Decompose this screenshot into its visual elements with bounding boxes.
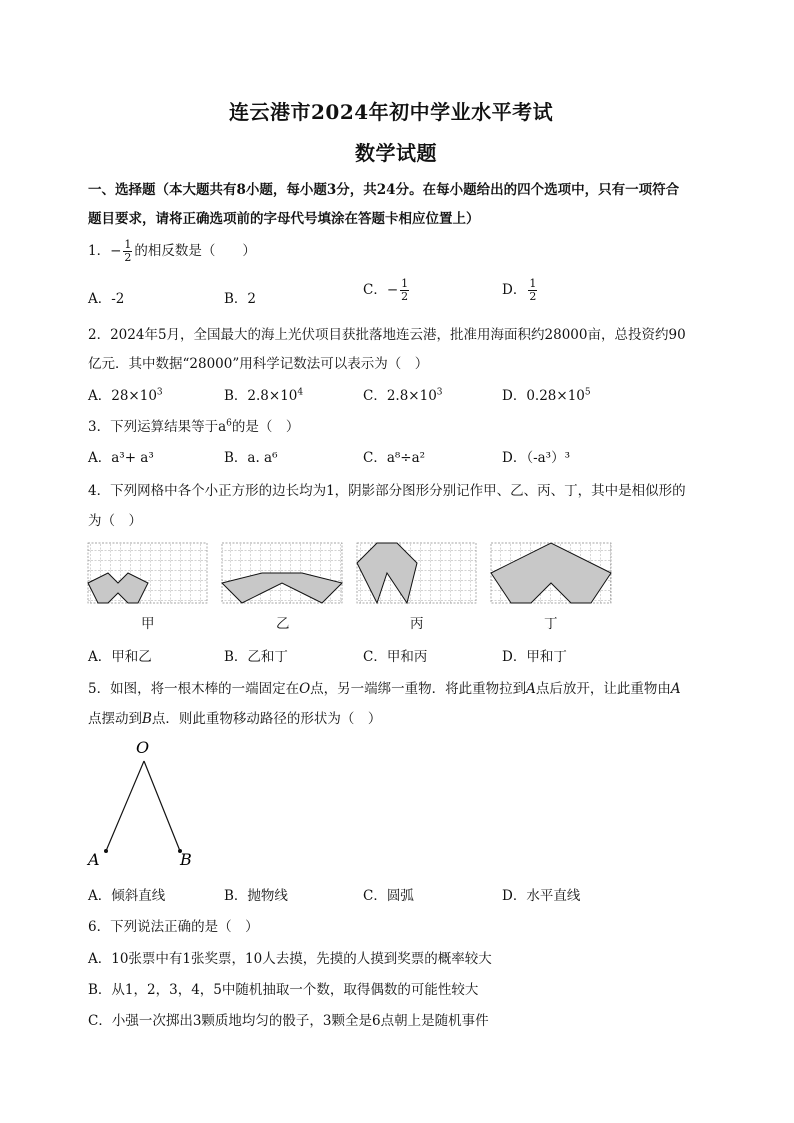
q5-label-b: B (180, 850, 192, 869)
q4-grid-yi (222, 543, 342, 603)
q5-line1-o: O (299, 681, 311, 697)
q5-option-d: D．水平直线 (502, 888, 581, 904)
q4-grid-ding (491, 543, 611, 603)
q1-suffix: 的相反数是（ ） (134, 243, 256, 259)
q5-line1-b: 点，另一端绑一重物．将此重物拉到 (310, 681, 527, 697)
q5-label-o: O (136, 738, 150, 757)
q1-option-d-prefix: D． (502, 282, 527, 298)
page-subtitle: 数学试题 (355, 141, 437, 165)
q3-option-b: B．a. a⁶ (224, 450, 278, 466)
q4-option-a: A．甲和乙 (88, 649, 152, 665)
q5-stem-line1 (88, 677, 681, 697)
q6-option-c: C．小强一次掷出3颗质地均匀的骰子，3颗全是6点朝上是随机事件 (88, 1013, 489, 1029)
section-heading-line2: 题目要求，请将正确选项前的字母代号填涂在答题卡相应位置上） (88, 211, 480, 227)
q1-number: 1． (88, 243, 111, 259)
q6-stem: 6．下列说法正确的是（ ） (88, 919, 259, 935)
q4-label-jia: 甲 (141, 616, 155, 632)
q4-label-bing: 丙 (410, 616, 424, 632)
q2-option-b-exp: 4 (297, 387, 304, 398)
q2-option-c-exp: 3 (436, 387, 443, 398)
q6-option-a: A．10张票中有1张奖票，10人去摸，先摸的人摸到奖票的概率较大 (88, 951, 492, 967)
q5-point-a (104, 849, 108, 853)
q1-option-c-prefix: C．− (363, 282, 399, 298)
q5-line1-c: 点后放开，让此重物由 (535, 681, 671, 697)
q3-stem-prefix: 3．下列运算结果等于a (88, 419, 227, 435)
q5-label-a: A (88, 850, 100, 869)
q1-option-a: A．-2 (88, 291, 125, 307)
q2-stem-line1: 2．2024年5月，全国最大的海上光伏项目获批落地连云港，批准用海面积约28000亩，总投资约90 (88, 327, 686, 343)
q5-line1-A2: A (670, 681, 681, 697)
q4-grid-bing (357, 543, 476, 603)
q5-rod-oa (106, 761, 144, 851)
q4-stem-line1: 4．下列网格中各个小正方形的边长均为1，阴影部分图形分别记作甲、乙、丙、丁，其中是相似形的 (88, 483, 686, 499)
q2-option-c-base: C．2.8×10 (363, 388, 437, 404)
q5-option-b: B．抛物线 (224, 888, 288, 904)
q5-line2-B: B (142, 711, 152, 727)
q3-option-a: A．a³+ a³ (88, 450, 154, 466)
q1-minus: − (110, 243, 122, 259)
q5-rod-ob (144, 761, 180, 851)
q5-line1-a: 5．如图，将一根木棒的一端固定在 (88, 681, 300, 697)
q2-option-d-exp: 5 (584, 387, 591, 398)
q5-line1-A: A (526, 681, 536, 697)
q3-stem-exp: 6 (226, 418, 232, 429)
q5-figure (80, 735, 210, 870)
q2-option-a-base: A．28×10 (88, 388, 157, 404)
q4-label-yi: 乙 (276, 616, 290, 632)
q2-stem-line2: 亿元．其中数据“28000”用科学记数法可以表示为（ ） (88, 356, 429, 372)
q1-option-b: B．2 (224, 291, 257, 307)
q2-option-d-base: D．0.28×10 (502, 388, 585, 404)
q6-option-b: B．从1，2，3，4，5中随机抽取一个数，取得偶数的可能性较大 (88, 982, 479, 998)
q3-stem-suffix: 的是（ ） (231, 419, 300, 435)
q5-line2-a: 点摆动到 (88, 711, 142, 727)
q5-line2-b: 点．则此重物移动路径的形状为（ ） (151, 711, 382, 727)
q4-option-b: B．乙和丁 (224, 649, 288, 665)
q4-option-c: C．甲和丙 (363, 649, 428, 665)
q5-option-a: A．倾斜直线 (88, 888, 166, 904)
section-heading-line1: 一、选择题（本大题共有8小题，每小题3分，共24分。在每小题给出的四个选项中，只有一项符合 (88, 182, 680, 198)
q3-option-d: D．（-a³）³ (502, 450, 571, 466)
q5-stem-line2 (88, 707, 381, 727)
q1-option-c-num: 1 (401, 277, 409, 290)
q4-grid-jia (88, 543, 207, 603)
page-title: 连云港市2024年初中学业水平考试 (229, 100, 554, 124)
q4-option-d: D．甲和丁 (502, 649, 567, 665)
q1-option-c-den: 2 (401, 290, 409, 303)
q1-frac-num: 1 (124, 238, 132, 251)
q1-option-d-num: 1 (529, 277, 537, 290)
q4-stem-line2: 为（ ） (88, 513, 142, 529)
q3-option-c: C．a⁸÷a² (363, 450, 426, 466)
q2-option-a-exp: 3 (156, 387, 163, 398)
q4-label-ding: 丁 (544, 616, 558, 632)
q5-option-c: C．圆弧 (363, 888, 414, 904)
q2-option-b-base: B．2.8×10 (224, 388, 298, 404)
q1-frac-den: 2 (124, 251, 132, 264)
q1-option-d-den: 2 (529, 290, 537, 303)
